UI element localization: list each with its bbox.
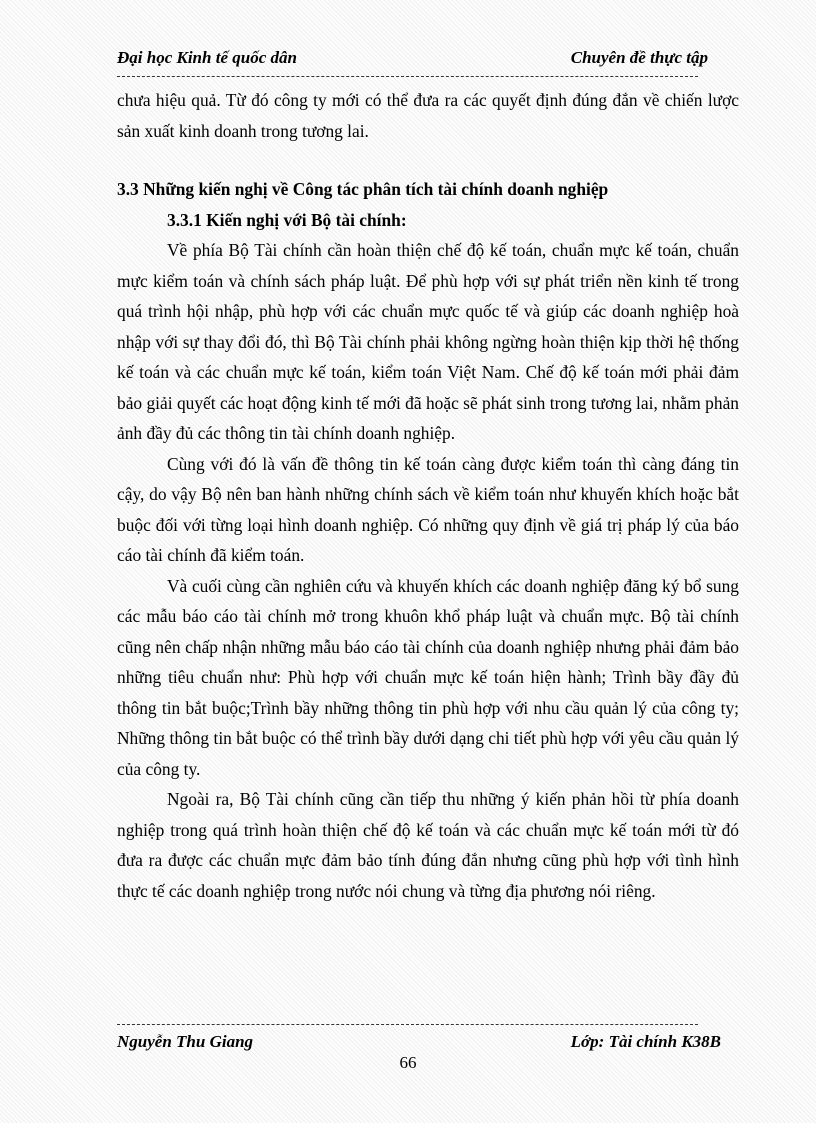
- document-body: [117, 85, 739, 906]
- section-heading: 3.3 Những kiến nghị về Công tác phân tích tài chính doanh nghiệp: [117, 179, 609, 199]
- footer-separator: [117, 1024, 698, 1025]
- page-header: [117, 48, 708, 72]
- section-gap: [117, 146, 739, 174]
- footer-class: Lớp: Tài chính K38B: [570, 1032, 721, 1051]
- intro-paragraph: chưa hiệu quả. Từ đó công ty mới có thể đưa ra các quyết định đúng đắn về chiến lược sản xuất kinh doanh trong tương lai.: [117, 90, 739, 141]
- header-university: Đại học Kinh tế quốc dân: [117, 48, 297, 67]
- header-document-type: Chuyên đề thực tập: [570, 48, 708, 67]
- paragraph-3: Và cuối cùng cần nghiên cứu và khuyến khích các doanh nghiệp đăng ký bổ sung các mẫu báo cáo tài chính mở trong khuôn khổ pháp luật và chuẩn mực. Bộ tài chính cũng nên chấp nhận những mẫu báo cáo tài chính của doanh nghiệp nhưng phải đảm bảo những tiêu chuẩn như: Phù hợp với chuẩn mực kế toán hiện hành; Trình bầy đầy đủ thông tin bắt buộc;Trình bầy những thông tin phù hợp với nhu cầu quản lý của công ty; Những thông tin bắt buộc có thể trình bầy dưới dạng chi tiết phù hợp với yêu cầu quản lý của công ty.: [117, 575, 739, 779]
- footer-author: Nguyễn Thu Giang: [117, 1032, 254, 1051]
- paragraph-2: Cùng với đó là vấn đề thông tin kế toán càng được kiểm toán thì càng đáng tin cậy, do vậy Bộ nên ban hành những chính sách về kiểm toán như khuyến khích hoặc bắt buộc đối với từng loại hình doanh nghiệp. Có những quy định về giá trị pháp lý của báo cáo tài chính đã kiểm toán.: [117, 453, 739, 565]
- paragraph-1: Về phía Bộ Tài chính cần hoàn thiện chế độ kế toán, chuẩn mực kế toán, chuẩn mực kiểm toán và chính sách pháp luật. Để phù hợp với sự phát triển nền kinh tế trong quá trình hội nhập, phù hợp với các chuẩn mực quốc tế và giúp các doanh nghiệp hoà nhập với sự thay đổi đó, thì Bộ Tài chính phải không ngừng hoàn thiện kịp thời hệ thống kế toán và các chuẩn mực kế toán, kiểm toán Việt Nam. Chế độ kế toán mới phải đảm bảo giải quyết các hoạt động kinh tế mới đã hoặc sẽ phát sinh trong tương lai, nhằm phản ảnh đầy đủ các thông tin tài chính doanh nghiệp.: [117, 240, 739, 443]
- paragraph-4: Ngoài ra, Bộ Tài chính cũng cần tiếp thu những ý kiến phản hồi từ phía doanh nghiệp trong quá trình hoàn thiện chế độ kế toán và các chuẩn mực kế toán mới từ đó đưa ra được các chuẩn mực đảm bảo tính đúng đắn nhưng cũng phù hợp với tình hình thực tế các doanh nghiệp trong nước nói chung và từng địa phương nói riêng.: [117, 789, 739, 901]
- page-number: 66: [399, 1053, 417, 1072]
- header-separator: [117, 76, 698, 77]
- subsection-heading: 3.3.1 Kiến nghị với Bộ tài chính:: [167, 209, 407, 230]
